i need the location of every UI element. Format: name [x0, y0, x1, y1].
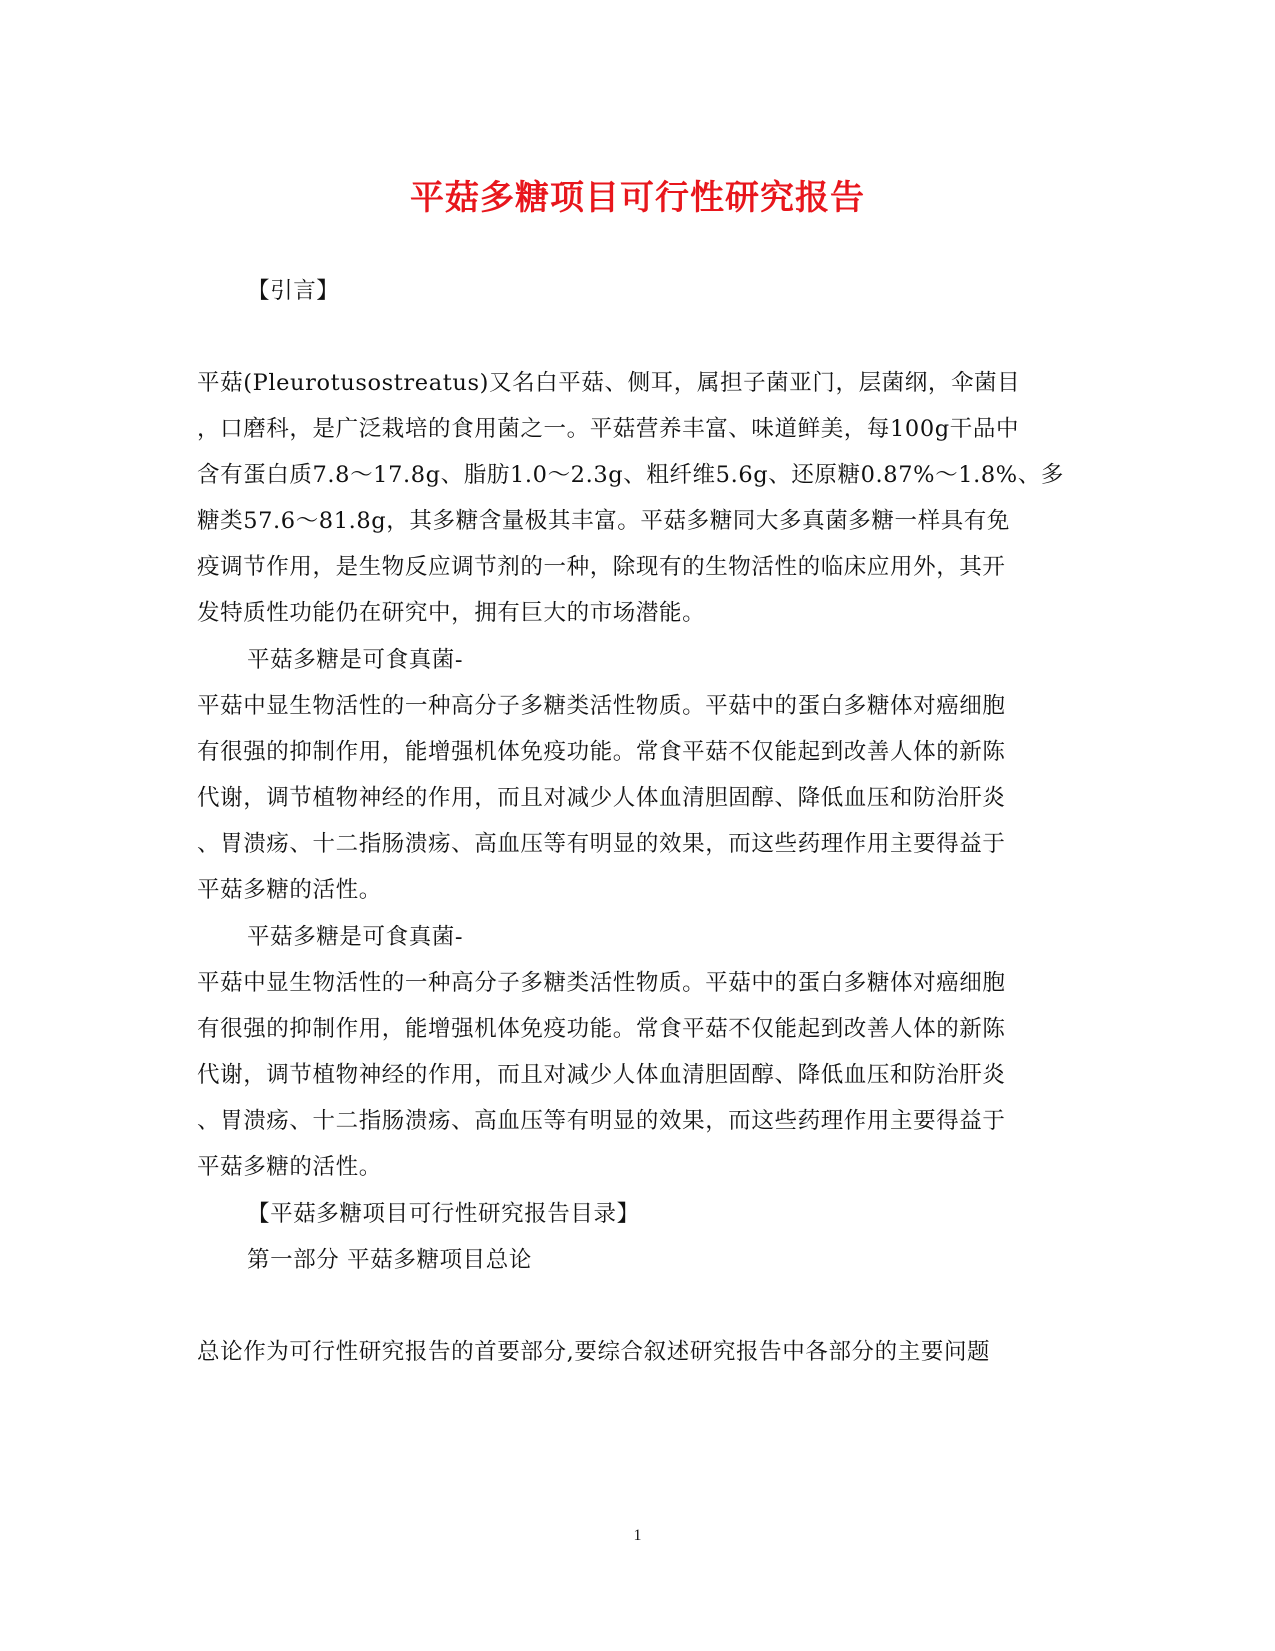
paragraph-line: ，口磨科，是广泛栽培的食用菌之一。平菇营养丰富、味道鲜美，每100g干品中 [197, 416, 1020, 442]
paragraph-line: 平菇中显生物活性的一种高分子多糖类活性物质。平菇中的蛋白多糖体对癌细胞 [197, 970, 1006, 996]
toc-heading: 【平菇多糖项目可行性研究报告目录】 [247, 1201, 640, 1227]
paragraph-line: 含有蛋白质7.8～17.8g、脂肪1.0～2.3g、粗纤维5.6g、还原糖0.87%～1.8%、多 [197, 462, 1064, 488]
paragraph-line: 疫调节作用，是生物反应调节剂的一种，除现有的生物活性的临床应用外，其开 [197, 554, 1006, 580]
paragraph-line: 平菇多糖是可食真菌- [247, 924, 464, 950]
paragraph-line: 、胃溃疡、十二指肠溃疡、高血压等有明显的效果，而这些药理作用主要得益于 [197, 831, 1006, 857]
part1-heading: 第一部分 平菇多糖项目总论 [247, 1247, 532, 1273]
paragraph-line: 平菇中显生物活性的一种高分子多糖类活性物质。平菇中的蛋白多糖体对癌细胞 [197, 693, 1006, 719]
paragraph-line: 有很强的抑制作用，能增强机体免疫功能。常食平菇不仅能起到改善人体的新陈 [197, 1016, 1006, 1042]
summary-line: 总论作为可行性研究报告的首要部分,要综合叙述研究报告中各部分的主要问题 [197, 1339, 991, 1365]
paragraph-line: 平菇多糖的活性。 [197, 1154, 382, 1180]
page-title: 平菇多糖项目可行性研究报告 [410, 178, 865, 218]
paragraph-line: 发特质性功能仍在研究中，拥有巨大的市场潜能。 [197, 600, 706, 626]
paragraph-line: 平菇多糖是可食真菌- [247, 647, 464, 673]
paragraph-line: 平菇多糖的活性。 [197, 877, 382, 903]
intro-heading: 【引言】 [247, 278, 340, 304]
paragraph-line: 、胃溃疡、十二指肠溃疡、高血压等有明显的效果，而这些药理作用主要得益于 [197, 1108, 1006, 1134]
paragraph-line: 代谢，调节植物神经的作用，而且对减少人体血清胆固醇、降低血压和防治肝炎 [197, 785, 1006, 811]
page-number: 1 [633, 1527, 642, 1544]
paragraph-line: 有很强的抑制作用，能增强机体免疫功能。常食平菇不仅能起到改善人体的新陈 [197, 739, 1006, 765]
paragraph-line: 代谢，调节植物神经的作用，而且对减少人体血清胆固醇、降低血压和防治肝炎 [197, 1062, 1006, 1088]
paragraph-line: 糖类57.6～81.8g，其多糖含量极其丰富。平菇多糖同大多真菌多糖一样具有免 [197, 508, 1010, 534]
paragraph-line: 平菇(Pleurotusostreatus)又名白平菇、侧耳，属担子菌亚门，层菌纲，伞菌目 [197, 370, 1021, 396]
